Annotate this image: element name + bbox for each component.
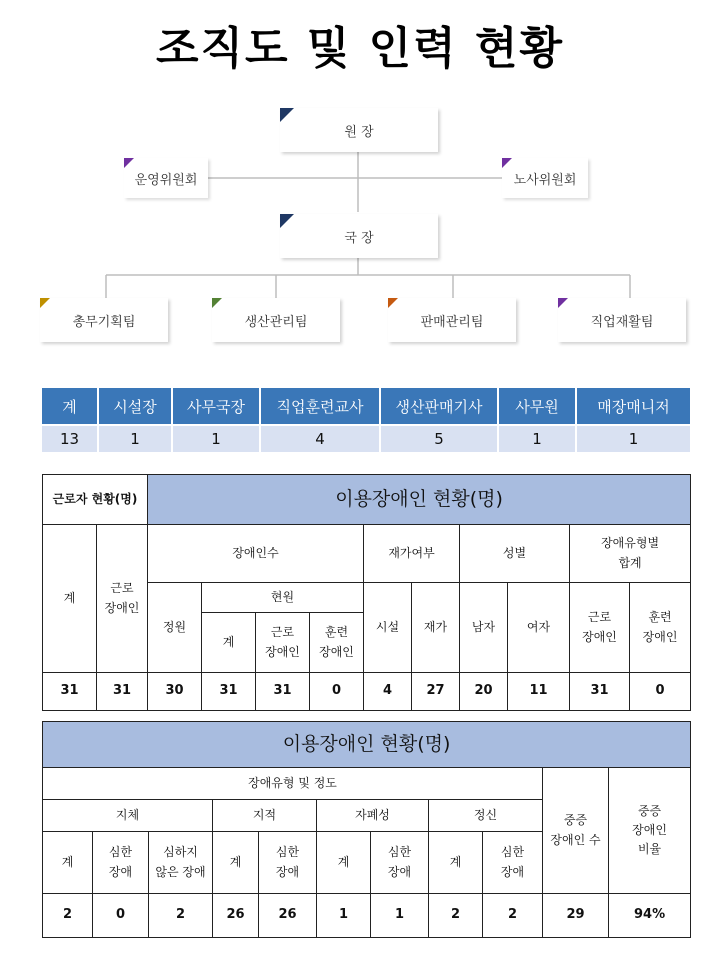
home-header: 재가: [412, 583, 460, 673]
value-cell: 0: [630, 673, 691, 711]
staff-header-cell: 직업훈련교사: [260, 388, 380, 425]
sum-worker-header: 근로 장애인: [570, 583, 630, 673]
page-title: 조직도 및 인력 현황: [156, 23, 564, 74]
worker-value-row: [43, 673, 691, 711]
flag-icon: [40, 298, 50, 308]
facility-header: 시설: [364, 583, 412, 673]
value-cell: 31: [97, 673, 148, 711]
current-trainee-header: 훈련 장애인: [310, 613, 364, 673]
physical-header: 지체: [43, 800, 213, 832]
total-header: 계: [213, 832, 259, 894]
value-cell: 31: [202, 673, 256, 711]
org-node-team-4[interactable]: [558, 298, 686, 342]
value-cell: 0: [93, 894, 149, 938]
flag-icon: [124, 158, 134, 168]
gender-header: 성별: [460, 525, 570, 583]
value-cell: 27: [412, 673, 460, 711]
total-header: 계: [43, 832, 93, 894]
staff-header-cell: 매장매니저: [576, 388, 690, 425]
flag-icon: [212, 298, 222, 308]
value-cell: 20: [460, 673, 508, 711]
current-total-header: 계: [202, 613, 256, 673]
org-node-label: 운영위원회: [134, 172, 198, 188]
value-cell: 2: [43, 894, 93, 938]
org-node-team-1[interactable]: [40, 298, 168, 342]
type-value-row: [43, 894, 691, 938]
org-node-team-2[interactable]: [212, 298, 340, 342]
total-header: 계: [43, 525, 97, 673]
current-header: 현원: [202, 583, 364, 613]
value-cell: 30: [148, 673, 202, 711]
org-node-director[interactable]: [280, 108, 438, 152]
value-cell: 1: [371, 894, 429, 938]
capacity-header: 정원: [148, 583, 202, 673]
severe-header: 심한 장애: [371, 832, 429, 894]
org-node-label: 노사위원회: [513, 172, 577, 188]
staff-value-cell: 13: [42, 425, 98, 452]
org-node-label: 직업재활팀: [590, 314, 654, 330]
value-cell: 2: [149, 894, 213, 938]
value-cell: 94%: [609, 894, 691, 938]
severe-count-header: 중증 장애인 수: [543, 768, 609, 894]
staff-header-row: [42, 388, 690, 425]
flag-icon: [280, 214, 294, 228]
worker-status-header: 근로자 현황(명): [43, 475, 148, 525]
org-node-bureau-chief[interactable]: [280, 214, 438, 258]
org-node-label: 생산관리팀: [244, 314, 308, 330]
staff-value-row: [42, 425, 690, 452]
staff-value-cell: 4: [260, 425, 380, 452]
autism-header: 자폐성: [317, 800, 429, 832]
user-status-title: 이용장애인 현황(명): [43, 722, 691, 768]
org-node-label: 국 장: [344, 230, 374, 246]
staff-header-cell: 계: [42, 388, 98, 425]
flag-icon: [502, 158, 512, 168]
severe-ratio-header: 중증 장애인 비율: [609, 768, 691, 894]
staff-header-cell: 사무국장: [172, 388, 260, 425]
total-header: 계: [317, 832, 371, 894]
severe-header: 심한 장애: [483, 832, 543, 894]
severe-header: 심한 장애: [259, 832, 317, 894]
not-severe-header: 심하지 않은 장애: [149, 832, 213, 894]
value-cell: 0: [310, 673, 364, 711]
value-cell: 31: [256, 673, 310, 711]
flag-icon: [280, 108, 294, 122]
value-cell: 1: [317, 894, 371, 938]
value-cell: 29: [543, 894, 609, 938]
org-chart: [0, 0, 720, 360]
staff-table: [42, 388, 690, 452]
sum-trainee-header: 훈련 장애인: [630, 583, 691, 673]
value-cell: 31: [570, 673, 630, 711]
mental-header: 정신: [429, 800, 543, 832]
severe-header: 심한 장애: [93, 832, 149, 894]
worker-disabled-header: 근로 장애인: [97, 525, 148, 673]
staff-header-cell: 시설장: [98, 388, 172, 425]
staff-value-cell: 1: [172, 425, 260, 452]
disability-type-table: [42, 721, 691, 938]
type-sum-header: 장애유형별 합계: [570, 525, 691, 583]
value-cell: 26: [213, 894, 259, 938]
male-header: 남자: [460, 583, 508, 673]
staff-header-cell: 생산판매기사: [380, 388, 498, 425]
user-status-title: 이용장애인 현황(명): [148, 475, 691, 525]
flag-icon: [388, 298, 398, 308]
female-header: 여자: [508, 583, 570, 673]
value-cell: 4: [364, 673, 412, 711]
org-node-label: 원 장: [344, 124, 374, 140]
type-degree-header: 장애유형 및 정도: [43, 768, 543, 800]
value-cell: 11: [508, 673, 570, 711]
org-node-team-3[interactable]: [388, 298, 516, 342]
worker-status-table: [42, 474, 691, 711]
staff-header-cell: 사무원: [498, 388, 576, 425]
flag-icon: [558, 298, 568, 308]
org-node-labor-committee[interactable]: [502, 158, 588, 198]
value-cell: 2: [429, 894, 483, 938]
total-header: 계: [429, 832, 483, 894]
staff-value-cell: 1: [498, 425, 576, 452]
residence-header: 재가여부: [364, 525, 460, 583]
intellectual-header: 지적: [213, 800, 317, 832]
disabled-count-header: 장애인수: [148, 525, 364, 583]
value-cell: 2: [483, 894, 543, 938]
staff-value-cell: 1: [98, 425, 172, 452]
org-node-label: 총무기획팀: [72, 314, 136, 330]
value-cell: 26: [259, 894, 317, 938]
org-node-operating-committee[interactable]: [124, 158, 208, 198]
staff-value-cell: 5: [380, 425, 498, 452]
org-node-label: 판매관리팀: [420, 314, 484, 330]
value-cell: 31: [43, 673, 97, 711]
current-worker-header: 근로 장애인: [256, 613, 310, 673]
staff-value-cell: 1: [576, 425, 690, 452]
